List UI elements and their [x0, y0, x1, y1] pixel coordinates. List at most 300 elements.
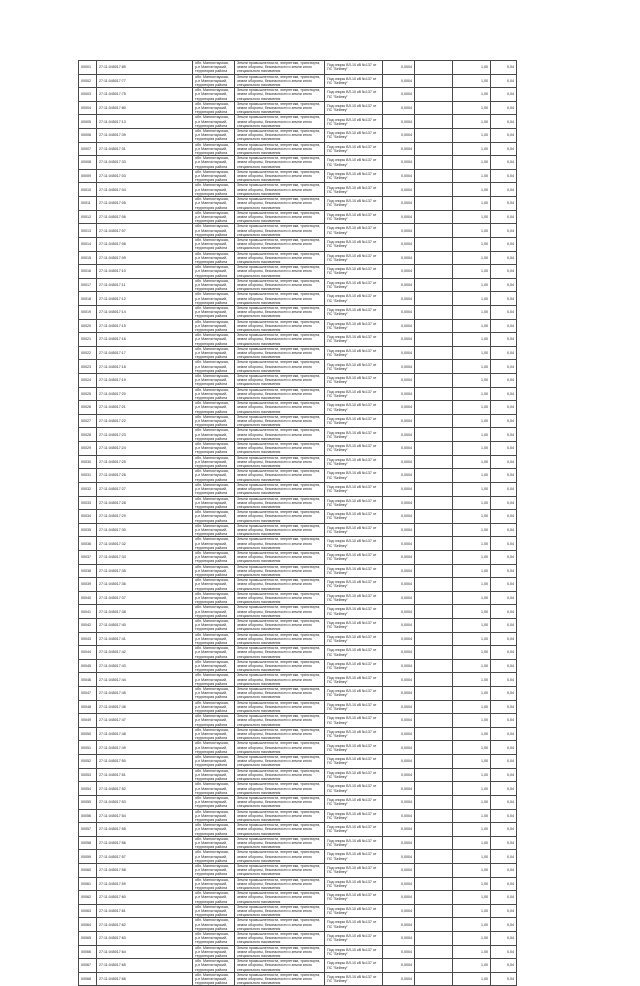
area-cell: 0,0004 — [383, 319, 415, 333]
area-cell: 0,0004 — [383, 768, 415, 782]
area-cell: 0,0004 — [383, 659, 415, 673]
sum-cell: 0,04 — [491, 714, 517, 728]
support-cell: Под опоры ВЛ-10 кВ №137 от ПС "Бейнеу" — [325, 850, 383, 864]
address-cell: обл. Мангистауская, р-н Мангистауский, территория района — [193, 863, 235, 877]
purpose-cell: Земли промышленности, энергетики, транспорта, земли обороны, безопасности и земли иного специального назначения — [235, 768, 325, 782]
address-cell: обл. Мангистауская, р-н Мангистауский, территория района — [193, 237, 235, 251]
quantity-cell: 1,00 — [453, 877, 491, 891]
area-cell: 0,0004 — [383, 482, 415, 496]
sum-cell: 0,04 — [491, 510, 517, 524]
address-cell: обл. Мангистауская, р-н Мангистауский, территория района — [193, 197, 235, 211]
kadastr-number: 27:11:045017:46 — [97, 700, 193, 714]
purpose-cell: Земли промышленности, энергетики, транспорта, земли обороны, безопасности и земли иного специального назначения — [235, 414, 325, 428]
purpose-cell: Земли промышленности, энергетики, транспорта, земли обороны, безопасности и земли иного специального назначения — [235, 945, 325, 959]
empty-cell — [415, 156, 453, 170]
quantity-cell: 1,00 — [453, 428, 491, 442]
empty-cell — [415, 142, 453, 156]
row-number: 00052 — [79, 755, 97, 769]
sum-cell: 0,04 — [491, 61, 517, 75]
quantity-cell: 1,00 — [453, 442, 491, 456]
kadastr-number: 27:11:045017:59 — [97, 877, 193, 891]
kadastr-number: 27:11:045017:32 — [97, 537, 193, 551]
sum-cell: 0,04 — [491, 700, 517, 714]
empty-cell — [415, 605, 453, 619]
area-cell: 0,0004 — [383, 224, 415, 238]
address-cell: обл. Мангистауская, р-н Мангистауский, территория района — [193, 142, 235, 156]
address-cell: обл. Мангистауская, р-н Мангистауский, территория района — [193, 727, 235, 741]
support-cell: Под опоры ВЛ-10 кВ №137 от ПС "Бейнеу" — [325, 183, 383, 197]
support-cell: Под опоры ВЛ-10 кВ №137 от ПС "Бейнеу" — [325, 360, 383, 374]
quantity-cell: 1,00 — [453, 74, 491, 88]
table-row — [79, 687, 517, 701]
quantity-cell: 1,00 — [453, 305, 491, 319]
row-number: 00041 — [79, 605, 97, 619]
support-cell: Под опоры ВЛ-10 кВ №137 от ПС "Бейнеу" — [325, 700, 383, 714]
area-cell: 0,0004 — [383, 374, 415, 388]
kadastr-number: 27:11:045017:61 — [97, 904, 193, 918]
row-number: 00014 — [79, 237, 97, 251]
sum-cell: 0,04 — [491, 401, 517, 415]
quantity-cell: 1,00 — [453, 224, 491, 238]
table-row — [79, 74, 517, 88]
empty-cell — [415, 129, 453, 143]
area-cell: 0,0004 — [383, 169, 415, 183]
row-number: 00013 — [79, 224, 97, 238]
support-cell: Под опоры ВЛ-10 кВ №137 от ПС "Бейнеу" — [325, 959, 383, 973]
address-cell: обл. Мангистауская, р-н Мангистауский, территория района — [193, 333, 235, 347]
kadastr-number: 27:11:045017:57 — [97, 850, 193, 864]
address-cell: обл. Мангистауская, р-н Мангистауский, территория района — [193, 918, 235, 932]
row-number: 00011 — [79, 197, 97, 211]
address-cell: обл. Мангистауская, р-н Мангистауский, территория района — [193, 224, 235, 238]
kadastr-number: 27:11:045017:20 — [97, 387, 193, 401]
row-number: 00005 — [79, 115, 97, 129]
row-number: 00006 — [79, 129, 97, 143]
address-cell: обл. Мангистауская, р-н Мангистауский, территория района — [193, 605, 235, 619]
support-cell: Под опоры ВЛ-10 кВ №137 от ПС "Бейнеу" — [325, 605, 383, 619]
kadastr-number: 27:11:045017:80 — [97, 101, 193, 115]
kadastr-number: 27:11:045017:44 — [97, 673, 193, 687]
area-cell: 0,0004 — [383, 510, 415, 524]
support-cell: Под опоры ВЛ-10 кВ №137 от ПС "Бейнеу" — [325, 550, 383, 564]
support-cell: Под опоры ВЛ-10 кВ №137 от ПС "Бейнеу" — [325, 142, 383, 156]
address-cell: обл. Мангистауская, р-н Мангистауский, территория района — [193, 496, 235, 510]
kadastr-number: 27:11:045017:52 — [97, 782, 193, 796]
table-row — [79, 632, 517, 646]
address-cell: обл. Мангистауская, р-н Мангистауский, территория района — [193, 646, 235, 660]
table-row — [79, 142, 517, 156]
row-number: 00040 — [79, 591, 97, 605]
empty-cell — [415, 591, 453, 605]
row-number: 00037 — [79, 550, 97, 564]
address-cell: обл. Мангистауская, р-н Мангистауский, территория района — [193, 537, 235, 551]
row-number: 00015 — [79, 251, 97, 265]
address-cell: обл. Мангистауская, р-н Мангистауский, территория района — [193, 782, 235, 796]
table-row — [79, 237, 517, 251]
empty-cell — [415, 972, 453, 986]
sum-cell: 0,04 — [491, 224, 517, 238]
table-row — [79, 183, 517, 197]
quantity-cell: 1,00 — [453, 755, 491, 769]
table-row — [79, 88, 517, 102]
row-number: 00042 — [79, 618, 97, 632]
support-cell: Под опоры ВЛ-10 кВ №137 от ПС "Бейнеу" — [325, 741, 383, 755]
area-cell: 0,0004 — [383, 442, 415, 456]
area-cell: 0,0004 — [383, 401, 415, 415]
support-cell: Под опоры ВЛ-10 кВ №137 от ПС "Бейнеу" — [325, 510, 383, 524]
kadastr-number: 27:11:045017:42 — [97, 646, 193, 660]
row-number: 00060 — [79, 863, 97, 877]
purpose-cell: Земли промышленности, энергетики, транспорта, земли обороны, безопасности и земли иного специального назначения — [235, 782, 325, 796]
purpose-cell: Земли промышленности, энергетики, транспорта, земли обороны, безопасности и земли иного специального назначения — [235, 959, 325, 973]
address-cell: обл. Мангистауская, р-н Мангистауский, территория района — [193, 374, 235, 388]
kadastr-number: 27:11:045017:22 — [97, 414, 193, 428]
empty-cell — [415, 265, 453, 279]
sum-cell: 0,04 — [491, 197, 517, 211]
address-cell: обл. Мангистауская, р-н Мангистауский, территория района — [193, 564, 235, 578]
table-row — [79, 469, 517, 483]
area-cell: 0,0004 — [383, 891, 415, 905]
table-row — [79, 550, 517, 564]
row-number: 00001 — [79, 61, 97, 75]
area-cell: 0,0004 — [383, 809, 415, 823]
area-cell: 0,0004 — [383, 360, 415, 374]
empty-cell — [415, 319, 453, 333]
empty-cell — [415, 809, 453, 823]
row-number: 00031 — [79, 469, 97, 483]
empty-cell — [415, 346, 453, 360]
support-cell: Под опоры ВЛ-10 кВ №137 от ПС "Бейнеу" — [325, 972, 383, 986]
row-number: 00046 — [79, 673, 97, 687]
empty-cell — [415, 482, 453, 496]
table-row — [79, 251, 517, 265]
support-cell: Под опоры ВЛ-10 кВ №137 от ПС "Бейнеу" — [325, 755, 383, 769]
table-row — [79, 346, 517, 360]
table-row — [79, 414, 517, 428]
table-row — [79, 782, 517, 796]
row-number: 00043 — [79, 632, 97, 646]
sum-cell: 0,04 — [491, 836, 517, 850]
quantity-cell: 1,00 — [453, 469, 491, 483]
area-cell: 0,0004 — [383, 428, 415, 442]
support-cell: Под опоры ВЛ-10 кВ №137 от ПС "Бейнеу" — [325, 836, 383, 850]
quantity-cell: 1,00 — [453, 115, 491, 129]
table-row — [79, 292, 517, 306]
support-cell: Под опоры ВЛ-10 кВ №137 от ПС "Бейнеу" — [325, 537, 383, 551]
row-number: 00025 — [79, 387, 97, 401]
table-row — [79, 537, 517, 551]
empty-cell — [415, 115, 453, 129]
sum-cell: 0,04 — [491, 687, 517, 701]
table-row — [79, 809, 517, 823]
table-row — [79, 278, 517, 292]
support-cell: Под опоры ВЛ-10 кВ №137 от ПС "Бейнеу" — [325, 727, 383, 741]
kadastr-number: 27:11:045017:89 — [97, 61, 193, 75]
quantity-cell: 1,00 — [453, 768, 491, 782]
row-number: 00064 — [79, 918, 97, 932]
quantity-cell: 1,00 — [453, 591, 491, 605]
empty-cell — [415, 428, 453, 442]
sum-cell: 0,04 — [491, 265, 517, 279]
sum-cell: 0,04 — [491, 795, 517, 809]
address-cell: обл. Мангистауская, р-н Мангистауский, территория района — [193, 442, 235, 456]
sum-cell: 0,04 — [491, 918, 517, 932]
sum-cell: 0,04 — [491, 904, 517, 918]
support-cell: Под опоры ВЛ-10 кВ №137 от ПС "Бейнеу" — [325, 265, 383, 279]
table-row — [79, 224, 517, 238]
kadastr-number: 27:11:045017:41 — [97, 632, 193, 646]
support-cell: Под опоры ВЛ-10 кВ №137 от ПС "Бейнеу" — [325, 169, 383, 183]
empty-cell — [415, 210, 453, 224]
support-cell: Под опоры ВЛ-10 кВ №137 от ПС "Бейнеу" — [325, 292, 383, 306]
area-cell: 0,0004 — [383, 863, 415, 877]
address-cell: обл. Мангистауская, р-н Мангистауский, территория района — [193, 618, 235, 632]
row-number: 00027 — [79, 414, 97, 428]
table-row — [79, 755, 517, 769]
address-cell: обл. Мангистауская, р-н Мангистауский, территория района — [193, 156, 235, 170]
area-cell: 0,0004 — [383, 237, 415, 251]
row-number: 00020 — [79, 319, 97, 333]
support-cell: Под опоры ВЛ-10 кВ №137 от ПС "Бейнеу" — [325, 333, 383, 347]
kadastr-number: 27:11:045017:03 — [97, 169, 193, 183]
support-cell: Под опоры ВЛ-10 кВ №137 от ПС "Бейнеу" — [325, 251, 383, 265]
area-cell: 0,0004 — [383, 278, 415, 292]
sum-cell: 0,04 — [491, 183, 517, 197]
sum-cell: 0,04 — [491, 632, 517, 646]
support-cell: Под опоры ВЛ-10 кВ №137 от ПС "Бейнеу" — [325, 591, 383, 605]
address-cell: обл. Мангистауская, р-н Мангистауский, территория района — [193, 673, 235, 687]
purpose-cell: Земли промышленности, энергетики, транспорта, земли обороны, безопасности и земли иного специального назначения — [235, 455, 325, 469]
table-row — [79, 932, 517, 946]
support-cell: Под опоры ВЛ-10 кВ №137 от ПС "Бейнеу" — [325, 904, 383, 918]
quantity-cell: 1,00 — [453, 659, 491, 673]
table-row — [79, 156, 517, 170]
purpose-cell: Земли промышленности, энергетики, транспорта, земли обороны, безопасности и земли иного специального назначения — [235, 210, 325, 224]
support-cell: Под опоры ВЛ-10 кВ №137 от ПС "Бейнеу" — [325, 523, 383, 537]
table-row — [79, 210, 517, 224]
address-cell: обл. Мангистауская, р-н Мангистауский, территория района — [193, 632, 235, 646]
purpose-cell: Земли промышленности, энергетики, транспорта, земли обороны, безопасности и земли иного специального назначения — [235, 687, 325, 701]
area-cell: 0,0004 — [383, 591, 415, 605]
sum-cell: 0,04 — [491, 278, 517, 292]
address-cell: обл. Мангистауская, р-н Мангистауский, территория района — [193, 278, 235, 292]
area-cell: 0,0004 — [383, 455, 415, 469]
support-cell: Под опоры ВЛ-10 кВ №137 от ПС "Бейнеу" — [325, 319, 383, 333]
area-cell: 0,0004 — [383, 945, 415, 959]
sum-cell: 0,04 — [491, 932, 517, 946]
empty-cell — [415, 700, 453, 714]
empty-cell — [415, 945, 453, 959]
address-cell: обл. Мангистауская, р-н Мангистауский, территория района — [193, 346, 235, 360]
row-number: 00062 — [79, 891, 97, 905]
table-row — [79, 795, 517, 809]
purpose-cell: Земли промышленности, энергетики, транспорта, земли обороны, безопасности и земли иного специального назначения — [235, 741, 325, 755]
empty-cell — [415, 278, 453, 292]
purpose-cell: Земли промышленности, энергетики, транспорта, земли обороны, безопасности и земли иного специального назначения — [235, 877, 325, 891]
empty-cell — [415, 401, 453, 415]
support-cell: Под опоры ВЛ-10 кВ №137 от ПС "Бейнеу" — [325, 414, 383, 428]
sum-cell: 0,04 — [491, 428, 517, 442]
purpose-cell: Земли промышленности, энергетики, транспорта, земли обороны, безопасности и земли иного специального назначения — [235, 727, 325, 741]
empty-cell — [415, 224, 453, 238]
address-cell: обл. Мангистауская, р-н Мангистауский, территория района — [193, 945, 235, 959]
purpose-cell: Земли промышленности, энергетики, транспорта, земли обороны, безопасности и земли иного специального назначения — [235, 251, 325, 265]
purpose-cell: Земли промышленности, энергетики, транспорта, земли обороны, безопасности и земли иного специального назначения — [235, 333, 325, 347]
purpose-cell: Земли промышленности, энергетики, транспорта, земли обороны, безопасности и земли иного специального назначения — [235, 823, 325, 837]
empty-cell — [415, 727, 453, 741]
table-row — [79, 972, 517, 986]
table-row — [79, 904, 517, 918]
quantity-cell: 1,00 — [453, 605, 491, 619]
purpose-cell: Земли промышленности, энергетики, транспорта, земли обороны, безопасности и земли иного специального назначения — [235, 115, 325, 129]
table-row — [79, 605, 517, 619]
row-number: 00024 — [79, 374, 97, 388]
sum-cell: 0,04 — [491, 578, 517, 592]
table-row — [79, 768, 517, 782]
empty-cell — [415, 374, 453, 388]
support-cell: Под опоры ВЛ-10 кВ №137 от ПС "Бейнеу" — [325, 197, 383, 211]
sum-cell: 0,04 — [491, 959, 517, 973]
kadastr-number: 27:11:045017:09 — [97, 251, 193, 265]
table-row — [79, 169, 517, 183]
purpose-cell: Земли промышленности, энергетики, транспорта, земли обороны, безопасности и земли иного специального назначения — [235, 591, 325, 605]
quantity-cell: 1,00 — [453, 918, 491, 932]
area-cell: 0,0004 — [383, 904, 415, 918]
support-cell: Под опоры ВЛ-10 кВ №137 от ПС "Бейнеу" — [325, 891, 383, 905]
kadastr-number: 27:11:045017:45 — [97, 687, 193, 701]
purpose-cell: Земли промышленности, энергетики, транспорта, земли обороны, безопасности и земли иного специального назначения — [235, 932, 325, 946]
row-number: 00057 — [79, 823, 97, 837]
support-cell: Под опоры ВЛ-10 кВ №137 от ПС "Бейнеу" — [325, 482, 383, 496]
area-cell: 0,0004 — [383, 972, 415, 986]
support-cell: Под опоры ВЛ-10 кВ №137 от ПС "Бейнеу" — [325, 863, 383, 877]
empty-cell — [415, 550, 453, 564]
support-cell: Под опоры ВЛ-10 кВ №137 от ПС "Бейнеу" — [325, 278, 383, 292]
sum-cell: 0,04 — [491, 142, 517, 156]
sum-cell: 0,04 — [491, 727, 517, 741]
empty-cell — [415, 74, 453, 88]
sum-cell: 0,04 — [491, 237, 517, 251]
empty-cell — [415, 333, 453, 347]
kadastr-number: 27:11:045017:64 — [97, 945, 193, 959]
area-cell: 0,0004 — [383, 714, 415, 728]
support-cell: Под опоры ВЛ-10 кВ №137 от ПС "Бейнеу" — [325, 564, 383, 578]
sum-cell: 0,04 — [491, 319, 517, 333]
kadastr-number: 27:11:045017:55 — [97, 823, 193, 837]
kadastr-number: 27:11:045017:62 — [97, 918, 193, 932]
sum-cell: 0,04 — [491, 482, 517, 496]
purpose-cell: Земли промышленности, энергетики, транспорта, земли обороны, безопасности и земли иного специального назначения — [235, 169, 325, 183]
sum-cell: 0,04 — [491, 346, 517, 360]
support-cell: Под опоры ВЛ-10 кВ №137 от ПС "Бейнеу" — [325, 442, 383, 456]
address-cell: обл. Мангистауская, р-н Мангистауский, территория района — [193, 741, 235, 755]
table-row — [79, 360, 517, 374]
support-cell: Под опоры ВЛ-10 кВ №137 от ПС "Бейнеу" — [325, 687, 383, 701]
address-cell: обл. Мангистауская, р-н Мангистауский, территория района — [193, 768, 235, 782]
kadastr-number: 27:11:045017:06 — [97, 210, 193, 224]
purpose-cell: Земли промышленности, энергетики, транспорта, земли обороны, безопасности и земли иного специального назначения — [235, 482, 325, 496]
address-cell: обл. Мангистауская, р-н Мангистауский, территория района — [193, 265, 235, 279]
sum-cell: 0,04 — [491, 972, 517, 986]
kadastr-number: 27:11:045017:23 — [97, 428, 193, 442]
sum-cell: 0,04 — [491, 455, 517, 469]
kadastr-number: 27:11:045017:51 — [97, 768, 193, 782]
area-cell: 0,0004 — [383, 292, 415, 306]
sum-cell: 0,04 — [491, 768, 517, 782]
quantity-cell: 1,00 — [453, 183, 491, 197]
kadastr-number: 27:11:045017:24 — [97, 442, 193, 456]
row-number: 00049 — [79, 714, 97, 728]
empty-cell — [415, 877, 453, 891]
area-cell: 0,0004 — [383, 88, 415, 102]
address-cell: обл. Мангистауская, р-н Мангистауский, территория района — [193, 932, 235, 946]
purpose-cell: Земли промышленности, энергетики, транспорта, земли обороны, безопасности и земли иного специального назначения — [235, 224, 325, 238]
sum-cell: 0,04 — [491, 877, 517, 891]
area-cell: 0,0004 — [383, 550, 415, 564]
area-cell: 0,0004 — [383, 197, 415, 211]
table-row — [79, 918, 517, 932]
row-number: 00019 — [79, 305, 97, 319]
purpose-cell: Земли промышленности, энергетики, транспорта, земли обороны, безопасности и земли иного специального назначения — [235, 183, 325, 197]
area-cell: 0,0004 — [383, 823, 415, 837]
quantity-cell: 1,00 — [453, 251, 491, 265]
kadastr-number: 27:11:045017:38 — [97, 605, 193, 619]
area-cell: 0,0004 — [383, 333, 415, 347]
purpose-cell: Земли промышленности, энергетики, транспорта, земли обороны, безопасности и земли иного специального назначения — [235, 88, 325, 102]
table-row — [79, 333, 517, 347]
quantity-cell: 1,00 — [453, 646, 491, 660]
empty-cell — [415, 455, 453, 469]
kadastr-number: 27:11:045017:07 — [97, 224, 193, 238]
support-cell: Под опоры ВЛ-10 кВ №137 от ПС "Бейнеу" — [325, 646, 383, 660]
address-cell: обл. Мангистауская, р-н Мангистауский, территория района — [193, 387, 235, 401]
row-number: 00061 — [79, 877, 97, 891]
support-cell: Под опоры ВЛ-10 кВ №137 от ПС "Бейнеу" — [325, 387, 383, 401]
empty-cell — [415, 741, 453, 755]
table-row — [79, 646, 517, 660]
row-number: 00048 — [79, 700, 97, 714]
address-cell: обл. Мангистауская, р-н Мангистауский, территория района — [193, 428, 235, 442]
table-row — [79, 836, 517, 850]
area-cell: 0,0004 — [383, 387, 415, 401]
kadastr-number: 27:11:045017:53 — [97, 795, 193, 809]
purpose-cell: Земли промышленности, энергетики, транспорта, земли обороны, безопасности и земли иного специального назначения — [235, 428, 325, 442]
kadastr-number: 27:11:045017:43 — [97, 659, 193, 673]
empty-cell — [415, 237, 453, 251]
table-row — [79, 714, 517, 728]
area-cell: 0,0004 — [383, 265, 415, 279]
quantity-cell: 1,00 — [453, 700, 491, 714]
address-cell: обл. Мангистауская, р-н Мангистауский, территория района — [193, 414, 235, 428]
purpose-cell: Земли промышленности, энергетики, транспорта, земли обороны, безопасности и земли иного специального назначения — [235, 319, 325, 333]
address-cell: обл. Мангистауская, р-н Мангистауский, территория района — [193, 959, 235, 973]
support-cell: Под опоры ВЛ-10 кВ №137 от ПС "Бейнеу" — [325, 496, 383, 510]
table-row — [79, 850, 517, 864]
purpose-cell: Земли промышленности, энергетики, транспорта, земли обороны, безопасности и земли иного специального назначения — [235, 795, 325, 809]
quantity-cell: 1,00 — [453, 455, 491, 469]
area-cell: 0,0004 — [383, 142, 415, 156]
purpose-cell: Земли промышленности, энергетики, транспорта, земли обороны, безопасности и земли иного специального назначения — [235, 278, 325, 292]
purpose-cell: Земли промышленности, энергетики, транспорта, земли обороны, безопасности и земли иного специального назначения — [235, 918, 325, 932]
row-number: 00003 — [79, 88, 97, 102]
quantity-cell: 1,00 — [453, 88, 491, 102]
address-cell: обл. Мангистауская, р-н Мангистауский, территория района — [193, 877, 235, 891]
sum-cell: 0,04 — [491, 360, 517, 374]
empty-cell — [415, 714, 453, 728]
table-row — [79, 863, 517, 877]
table-row — [79, 659, 517, 673]
support-cell: Под опоры ВЛ-10 кВ №137 от ПС "Бейнеу" — [325, 618, 383, 632]
